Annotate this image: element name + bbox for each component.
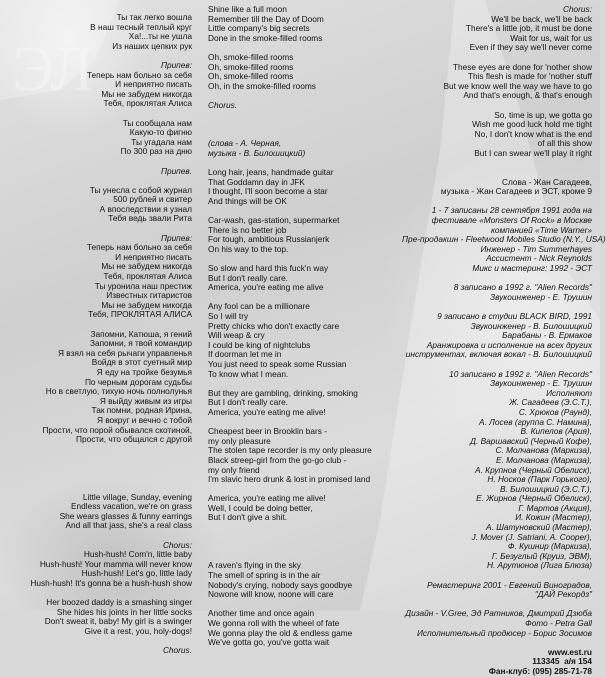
text-line: С. Молчанова (Маркиза), bbox=[495, 445, 592, 456]
text-line: But I don't really care. bbox=[208, 272, 288, 283]
text-line: We gonna play the old & endless game bbox=[208, 627, 353, 638]
blank-line bbox=[208, 523, 398, 533]
text-line: музыка - В. Билошицкий) bbox=[208, 147, 306, 158]
text-line: Звукоинженер - В. Билошицкий bbox=[470, 320, 592, 331]
blank-line bbox=[208, 533, 398, 543]
text-line: So slow and hard this fuck'n way bbox=[208, 263, 329, 274]
text-line: Я еду на тройке безумья bbox=[96, 366, 192, 377]
text-line: 113345 а/я 154 bbox=[532, 656, 592, 667]
text-line: Will weap & cry bbox=[208, 330, 265, 341]
text-line: Исполнительный продюсер - Борис Зосимов bbox=[417, 627, 592, 638]
text-line: Ф. Кушнир (Маркиза), bbox=[507, 541, 592, 552]
text-line: Hush-hush! Com'n, little baby bbox=[83, 549, 192, 560]
text-line: Звукоинженер - Е. Трушин bbox=[490, 378, 592, 389]
text-line: Я взял на себя рычаги управленья bbox=[57, 347, 192, 358]
text-line: But they are gambling, drinking, smoking bbox=[208, 387, 358, 398]
text-line: Long hair, jeans, handmade guitar bbox=[208, 167, 334, 178]
text-line: Hush-hush! It's gonna be a hush-hush show bbox=[30, 578, 192, 589]
text-line: The smell of spring is in the air bbox=[208, 570, 321, 581]
text-line: No, I don't know what is the end bbox=[474, 128, 592, 139]
text-line: А. Крупнов (Черный Обелиск), bbox=[475, 464, 592, 475]
text-line: Н. Арутюнов (Лига Блюза) bbox=[486, 560, 592, 571]
text-line: Oh, smoke-filled rooms bbox=[208, 71, 294, 82]
text-line: Слова - Жан Сагадеев, bbox=[501, 176, 592, 187]
text-line: I could be king of nightclubs bbox=[208, 339, 311, 350]
text-line: Oh, in the smoke-filled rooms bbox=[208, 80, 316, 91]
text-line: Oh, smoke-filled rooms bbox=[208, 51, 294, 62]
text-line: We've gotta go, you've gotta wait bbox=[208, 637, 330, 648]
text-line: А впоследствии я узнал bbox=[99, 203, 192, 214]
text-line: Another time and once again bbox=[208, 608, 315, 619]
text-line: America, you're eating me alive! bbox=[208, 406, 326, 417]
text-line: Endless vacation, we're on grass bbox=[70, 501, 192, 512]
text-line: Her boozed daddy is a smashing singer bbox=[46, 597, 192, 608]
text-line: Дизайн - V.Gree, Эд Ратников, Дмитрий Дзюба bbox=[405, 608, 592, 619]
text-line: (слова - А. Черная, bbox=[208, 138, 282, 149]
text-line: Pretty chicks who don't exactly care bbox=[208, 320, 340, 331]
text-line: There is no better job bbox=[208, 224, 287, 235]
text-line: Прости, что порой обывался скотиной, bbox=[42, 424, 192, 435]
text-line: Барабаны - В. Ермаков bbox=[502, 330, 592, 341]
blank-line bbox=[208, 111, 398, 121]
text-line: This flesh is made for 'nother stuff bbox=[467, 71, 592, 82]
text-line: We gonna roll with the wheel of fate bbox=[208, 618, 340, 628]
text-line: фестивале «Monsters Of Rock» в Москве bbox=[431, 215, 592, 226]
text-line: Фото - Petra Gall bbox=[525, 618, 592, 628]
text-line: Тебя ведь звали Рита bbox=[108, 213, 192, 224]
text-line: America, you're eating me alive bbox=[208, 282, 324, 293]
lyrics-column-middle bbox=[208, 5, 398, 648]
text-line: Е. Жирнов (Черный Обелиск), bbox=[476, 493, 592, 504]
text-line: That Goddamn day in JFK bbox=[208, 176, 305, 187]
text-line: Но в светлую, тихую ночь полнолунья bbox=[45, 386, 192, 397]
text-line: Chorus: bbox=[562, 4, 592, 14]
text-line: Hush-hush! Your mamma will never know bbox=[39, 558, 192, 569]
blank-line bbox=[208, 120, 398, 130]
text-line: С. Хрюков (Раунд), bbox=[518, 406, 592, 417]
text-line: J. Mover (J. Satriani, A. Cooper), bbox=[471, 531, 592, 542]
text-line: Инженер - Tim Summerhayes bbox=[480, 243, 592, 254]
text-line: Из наших цепких рук bbox=[112, 40, 192, 51]
text-line: America, you're eating me alive! bbox=[208, 493, 326, 504]
text-line: Мы не забудем никогда bbox=[101, 299, 192, 310]
text-line: Ха!...ты не ушла bbox=[128, 31, 192, 42]
text-line: В наш тесный теплый круг bbox=[90, 21, 192, 32]
text-line: Ассистент - Nick Reynolds bbox=[486, 253, 592, 264]
text-line: Any fool can be a millionare bbox=[208, 301, 310, 312]
text-line: Ты унесла с собой журнал bbox=[89, 184, 192, 195]
text-line: But I can swear we'll play it right bbox=[474, 147, 592, 158]
text-line: There's a little job, it must be done bbox=[465, 23, 592, 34]
text-line: Тебя, проклятая Алиса bbox=[103, 271, 192, 282]
text-line: Звукоинженер - Е. Трушин bbox=[490, 291, 592, 302]
text-line: We'll be back, we'll be back bbox=[491, 13, 592, 24]
text-line: Пре-продакшн - Fleetwood Mobiles Studio (N.Y., USA) bbox=[402, 234, 606, 245]
text-line: These eyes are done for 'nother show bbox=[452, 61, 592, 72]
text-line: Исполняют bbox=[546, 387, 592, 398]
text-line: my only pleasure bbox=[208, 435, 271, 446]
text-line: Remember till the Day of Doom bbox=[208, 13, 324, 24]
text-line: my only friend bbox=[208, 464, 260, 475]
text-line: Ж. Сагадеев (Э.С.Т.), bbox=[509, 397, 592, 408]
text-line: В. Билошицкий (Э.С.Т.), bbox=[500, 483, 592, 494]
text-line: Теперь нам больно за себя bbox=[86, 69, 192, 80]
text-line: If doorman let me in bbox=[208, 349, 282, 360]
text-line: But I don't give a shit. bbox=[208, 512, 288, 523]
text-line: I'm slavic hero drunk & lost in promised land bbox=[208, 474, 371, 485]
text-line: For tough, ambitious Russianjerk bbox=[208, 234, 330, 245]
text-line: And that's enough, & that's enough bbox=[463, 90, 592, 101]
text-line: Chorus. bbox=[162, 645, 192, 656]
text-line: Д. Варшавский (Черный Кофе), bbox=[470, 435, 592, 446]
text-line: Прости, что общался с другой bbox=[76, 434, 192, 445]
text-line: Мы не забудем никогда bbox=[101, 261, 192, 272]
text-line: Запомни, Катюша, я гений bbox=[90, 328, 192, 339]
text-line: инструментах, включая вокал - В. Билошицкий bbox=[405, 349, 592, 360]
text-line: Припев: bbox=[160, 232, 192, 243]
text-line: Фан-клуб: (095) 285-71-78 bbox=[488, 665, 592, 676]
text-line: Какую-то фигню bbox=[129, 127, 192, 138]
text-line: Я выйду живым из игры bbox=[99, 395, 192, 406]
text-line: Тебя, проклятая Алиса bbox=[103, 98, 192, 109]
blank-line bbox=[208, 542, 398, 552]
text-line: Black streep-girl from the go-go club - bbox=[208, 454, 347, 465]
text-line: По 300 раз на дню bbox=[120, 146, 192, 157]
text-line: Cheapest beer in Brooklin bars - bbox=[208, 426, 327, 437]
text-line: И неприятно писать bbox=[115, 79, 192, 90]
text-line: To know what I mean. bbox=[208, 368, 289, 379]
text-line: музыка - Жан Сагадеев и ЭСТ, кроме 9 bbox=[440, 186, 592, 197]
text-line: So, time is up, we gotta go bbox=[494, 109, 592, 120]
text-line: 500 рублей и свитер bbox=[113, 194, 192, 205]
text-line: Chorus. bbox=[208, 99, 238, 110]
text-line: Теперь нам больно за себя bbox=[86, 242, 192, 253]
text-line: Н. Носков (Парк Горького), bbox=[487, 474, 592, 485]
text-line: Ты угадала нам bbox=[131, 136, 192, 147]
text-line: Запомни, я твой командир bbox=[89, 338, 192, 349]
text-line: Wait for us, wait for us bbox=[510, 32, 592, 43]
text-line: Припев. bbox=[160, 165, 192, 176]
text-line: Мы не забудем никогда bbox=[101, 88, 192, 99]
blank-line bbox=[8, 464, 192, 474]
text-line: Chorus: bbox=[162, 539, 192, 550]
text-line: 10 записано в 1992 г. "Alien Records" bbox=[449, 368, 592, 379]
text-line: Car-wash, gas-station, supermarket bbox=[208, 215, 340, 226]
text-line: So I will try bbox=[208, 311, 249, 321]
text-line: Г. Безуглый (Круиз, ЭВМ), bbox=[491, 550, 592, 561]
text-line: Е. Молчанова (Маркиза), bbox=[495, 454, 592, 465]
text-line: 8 записано в 1992 г. "Alien Records" bbox=[453, 282, 592, 293]
text-line: of all this show bbox=[537, 138, 592, 149]
text-line: But we know well the way we have to go bbox=[443, 80, 592, 91]
text-line: She wears glasses & funny earrings bbox=[59, 510, 192, 521]
text-line: Give it a rest, you, holy-dogs! bbox=[84, 626, 192, 636]
text-line: По черным дорогам судьбы bbox=[84, 376, 192, 387]
text-line: Я вокруг и вечно с тобой bbox=[96, 414, 192, 425]
text-line: компанией «Time Warner» bbox=[490, 224, 592, 235]
text-line: Известных гитаристов bbox=[106, 290, 192, 301]
text-line: A raven's flying in the sky bbox=[208, 560, 301, 571]
text-line: 1 - 7 записаны 28 сентября 1991 года на bbox=[431, 205, 592, 216]
text-line: Little company's big secrets bbox=[208, 23, 310, 34]
blank-line bbox=[8, 474, 192, 484]
text-line: Hush-hush! Let's go, little lady bbox=[81, 568, 192, 579]
text-line: www.est.ru bbox=[548, 646, 592, 657]
lyrics-credits-column-right bbox=[402, 4, 606, 677]
text-line: Тебя, ПРОКЛЯТАЯ АЛИСА bbox=[88, 309, 192, 320]
text-line: Shine like a full moon bbox=[208, 4, 287, 14]
text-line: Припев: bbox=[160, 59, 192, 70]
text-line: And things will be OK bbox=[208, 195, 287, 206]
text-line: You just need to speak some Russian bbox=[208, 358, 347, 369]
text-line: Аранжировка и исполнение на всех других bbox=[426, 339, 592, 350]
blank-line bbox=[8, 445, 192, 455]
text-line: 9 записано в студии BLACK BIRD, 1991 bbox=[437, 311, 592, 321]
text-line: She hides his joints in her little socks bbox=[56, 606, 192, 617]
text-line: Nobody's crying, nobody says goodbye bbox=[208, 579, 353, 590]
text-line: The stolen tape recorder is my only pleasure bbox=[208, 445, 372, 456]
text-line: Nowone will know, noone will care bbox=[208, 589, 334, 600]
text-line: Микс и мастеринг: 1992 - ЭСТ bbox=[472, 263, 592, 274]
text-line: But I don't really care. bbox=[208, 397, 288, 408]
text-line: Так помни, родная Ирина, bbox=[91, 405, 192, 416]
text-line: А. Лосев (группа С. Намина), bbox=[479, 416, 592, 427]
text-line: Well, I could be doing better, bbox=[208, 502, 313, 513]
text-line: Wish me good luck hold me tight bbox=[472, 119, 592, 130]
text-line: Done in the smoke-filled rooms bbox=[208, 32, 323, 43]
text-line: Don't sweat it, baby! My girl is a swinger bbox=[44, 616, 192, 627]
text-line: Ремастеринг 2001 - Евгений Виноградов, bbox=[426, 579, 592, 590]
text-line: "ДАЙ Рекордз" bbox=[534, 589, 592, 600]
blank-line bbox=[402, 159, 592, 169]
text-line: Войдя в этот суетный мир bbox=[91, 357, 192, 368]
text-line: В. Кипелов (Ария), bbox=[520, 426, 592, 437]
text-line: Г. Мартов (Акция), bbox=[518, 502, 592, 513]
text-line: А. Шатуновский (Мастер), bbox=[486, 522, 592, 533]
lyrics-column-left bbox=[8, 13, 192, 656]
text-line: Ты уронила наш престиж bbox=[94, 280, 192, 291]
text-line: Even if they say we'll never come bbox=[469, 42, 592, 53]
text-line: Ты так легко вошла bbox=[116, 12, 192, 22]
text-line: Oh, smoke-filled rooms bbox=[208, 61, 294, 72]
text-line: I thought, I'll soon become a star bbox=[208, 186, 328, 197]
text-line: On his way to the top. bbox=[208, 243, 289, 254]
blank-line bbox=[8, 454, 192, 464]
text-line: And all that jass, she's a real class bbox=[65, 520, 192, 531]
text-line: И неприятно писать bbox=[115, 251, 192, 262]
text-line: Ты сообщала нам bbox=[122, 117, 192, 128]
watermark-letters: ЭЛ bbox=[12, 33, 94, 104]
text-line: Little village, Sunday, evening bbox=[82, 491, 192, 502]
text-line: И. Кожин (Мастер), bbox=[515, 512, 592, 523]
